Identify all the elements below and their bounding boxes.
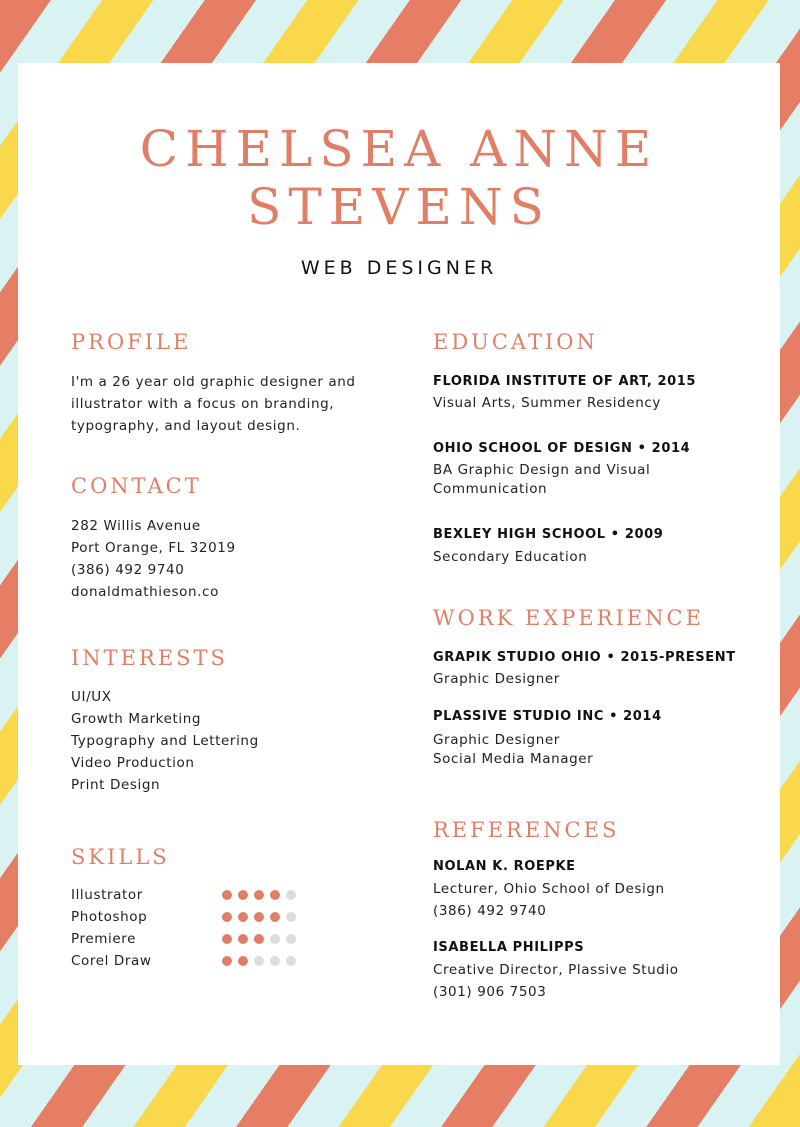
skill-dot-filled [254,934,264,944]
work-role: Graphic Designer [433,732,560,748]
skills-list [71,884,152,972]
work-roles [433,731,593,769]
skill-dot-filled [222,912,232,922]
work-role: Graphic Designer [433,671,560,687]
contact-address: 282 Willis Avenue [71,518,201,534]
skill-name: Corel Draw [71,953,152,969]
contact-website[interactable]: donaldmathieson.co [71,584,219,600]
profile-line: typography, and layout design. [71,418,301,434]
skill-dot-empty [270,934,280,944]
profile-text [71,371,356,437]
skill-dot-filled [254,890,264,900]
skill-dot-filled [222,956,232,966]
reference-details [433,878,665,922]
reference-role: Lecturer, Ohio School of Design [433,881,665,897]
interest-item: Growth Marketing [71,711,202,727]
skill-name: Premiere [71,931,137,947]
reference-name: ISABELLA PHILIPPS [433,940,585,955]
job-title: WEB DESIGNER [300,257,498,279]
interest-item: Print Design [71,777,161,793]
skill-dot-filled [238,956,248,966]
contact-city: Port Orange, FL 32019 [71,540,236,556]
skill-dot-filled [222,934,232,944]
education-detail [433,461,650,499]
skill-dot-filled [254,912,264,922]
reference-phone: (386) 492 9740 [433,903,547,919]
contact-block [71,515,236,603]
interest-item: Video Production [71,755,195,771]
skill-dot-filled [238,934,248,944]
education-heading: EDUCATION [433,330,598,354]
contact-phone: (386) 492 9740 [71,562,185,578]
skill-rating [222,956,296,966]
skills-heading: SKILLS [71,845,170,869]
interest-item: UI/UX [71,689,112,705]
skill-rating [222,912,296,922]
skill-dot-empty [286,890,296,900]
skill-rating [222,934,296,944]
education-detail: Visual Arts, Summer Residency [433,395,661,411]
references-heading: REFERENCES [433,818,620,842]
skill-rating [222,890,296,900]
skill-dot-filled [238,890,248,900]
skill-dot-empty [270,956,280,966]
education-school: FLORIDA INSTITUTE OF ART, 2015 [433,374,697,389]
interest-item: Typography and Lettering [71,733,259,749]
education-detail: Secondary Education [433,549,588,565]
skill-name: Photoshop [71,909,148,925]
profile-heading: PROFILE [71,330,192,354]
resume-sheet [18,63,780,1065]
reference-name: NOLAN K. ROEPKE [433,859,576,874]
profile-line: illustrator with a focus on branding, [71,396,335,412]
skill-dot-empty [254,956,264,966]
reference-phone: (301) 906 7503 [433,984,547,1000]
education-school: OHIO SCHOOL OF DESIGN • 2014 [433,441,691,456]
work-role: Social Media Manager [433,751,594,767]
profile-line: I'm a 26 year old graphic designer and [71,374,356,390]
work-company: GRAPIK STUDIO OHIO • 2015-PRESENT [433,650,736,665]
skill-dot-empty [286,934,296,944]
skill-dot-filled [270,890,280,900]
contact-heading: CONTACT [71,474,202,498]
interests-heading: INTERESTS [71,646,228,670]
education-school: BEXLEY HIGH SCHOOL • 2009 [433,527,664,542]
interests-list [71,686,259,796]
name-line-2: STEVENS [247,178,551,236]
skill-dot-filled [222,890,232,900]
reference-details [433,959,679,1003]
skill-dot-filled [270,912,280,922]
reference-role: Creative Director, Plassive Studio [433,962,679,978]
skill-name: Illustrator [71,887,143,903]
name-line-1: CHELSEA ANNE [139,120,659,178]
skill-dot-filled [238,912,248,922]
work-heading: WORK EXPERIENCE [433,606,704,630]
education-detail-line: Communication [433,481,548,497]
education-detail-line: BA Graphic Design and Visual [433,462,651,478]
skill-dot-empty [286,956,296,966]
work-company: PLASSIVE STUDIO INC • 2014 [433,709,662,724]
skill-dot-empty [286,912,296,922]
